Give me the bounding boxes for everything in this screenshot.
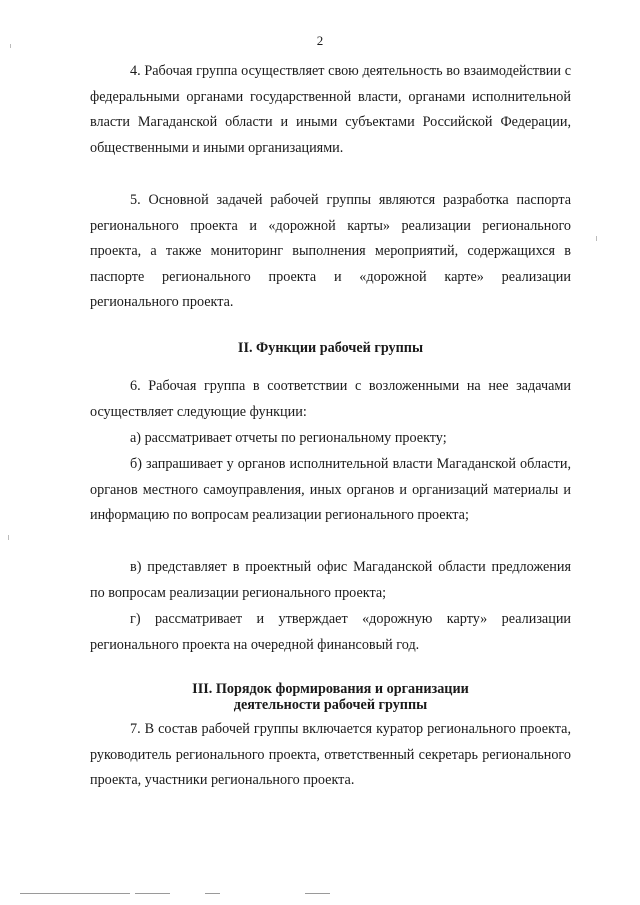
page-number: 2 <box>316 33 324 48</box>
footer-scan-line-1 <box>20 893 130 894</box>
paragraph-7: 7. В состав рабочей группы включается куратор регионального проекта, руководитель регионального проекта, ответственный секретарь регионального проекта, участники регионального проекта. <box>90 721 571 788</box>
footer-scan-line-3 <box>205 893 220 894</box>
paragraph-5: 5. Основной задачей рабочей группы являются разработка паспорта регионального проекта и «дорожной карты» реализации регионального проекта, а также мониторинг выполнения мероприятий, содержащихся в паспорте регионального проекта и «дорожной карте» реализации регионального проекта. <box>90 192 571 310</box>
paragraph-6b: б) запрашивает у органов исполнительной власти Магаданской области, органов местного самоуправления, иных органов и организаций материалы и информацию по вопросам реализации регионального проекта; <box>90 456 571 523</box>
paragraph-6g: г) рассматривает и утверждает «дорожную карту» реализации регионального проекта на очередной финансовый год. <box>90 611 571 653</box>
paragraph-4: 4. Рабочая группа осуществляет свою деятельность во взаимодействии с федеральными органами государственной власти, органами исполнительной власти Магаданской области и иными субъектами Российской Федерации, общественными и иными организациями. <box>90 63 571 156</box>
scan-artifact-left-top <box>10 44 11 48</box>
scan-artifact-left-mid <box>8 535 9 540</box>
footer-scan-line-2 <box>135 893 170 894</box>
section-heading-procedure-line1: III. Порядок формирования и организации <box>192 681 469 697</box>
footer-scan-line-4 <box>305 893 330 894</box>
section-heading-procedure-line2: деятельности рабочей группы <box>233 697 428 713</box>
section-heading-functions: II. Функции рабочей группы <box>237 340 424 356</box>
scan-artifact-right <box>596 236 597 241</box>
paragraph-6v: в) представляет в проектный офис Магаданской области предложения по вопросам реализации регионального проекта; <box>90 559 571 601</box>
paragraph-6a: а) рассматривает отчеты по региональному проекту; <box>130 430 447 446</box>
paragraph-6: 6. Рабочая группа в соответствии с возложенными на нее задачами осуществляет следующие функции: <box>90 378 571 420</box>
